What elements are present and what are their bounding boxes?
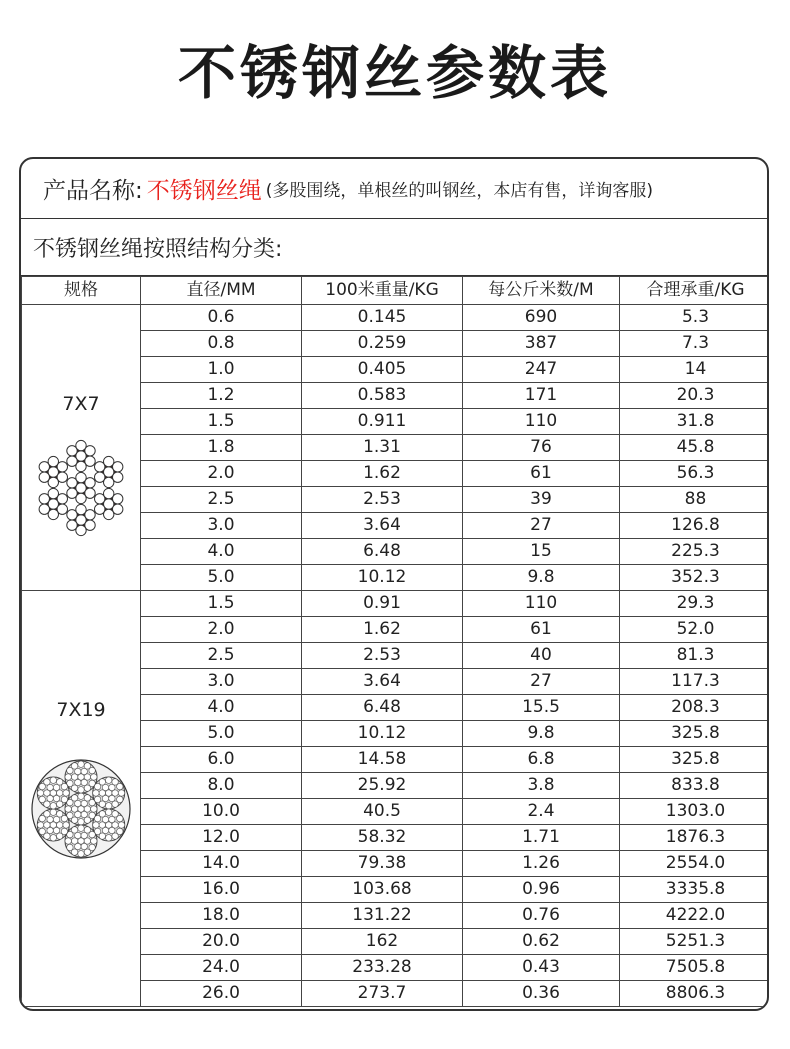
cell-meters-per-kg: 110 xyxy=(463,591,620,617)
cell-load: 833.8 xyxy=(620,773,770,799)
cell-diameter: 2.5 xyxy=(141,487,302,513)
cell-meters-per-kg: 6.8 xyxy=(463,747,620,773)
cell-load: 52.0 xyxy=(620,617,770,643)
cell-weight: 14.58 xyxy=(302,747,463,773)
cell-load: 45.8 xyxy=(620,435,770,461)
cell-weight: 103.68 xyxy=(302,877,463,903)
product-note: (多股围绕，单根丝的叫钢丝，本店有售，详询客服) xyxy=(265,181,654,201)
cell-load: 225.3 xyxy=(620,539,770,565)
cell-diameter: 1.5 xyxy=(141,591,302,617)
cell-diameter: 8.0 xyxy=(141,773,302,799)
cell-load: 325.8 xyxy=(620,721,770,747)
cell-meters-per-kg: 76 xyxy=(463,435,620,461)
cell-load: 20.3 xyxy=(620,383,770,409)
cell-diameter: 4.0 xyxy=(141,695,302,721)
cell-meters-per-kg: 27 xyxy=(463,513,620,539)
cell-diameter: 0.8 xyxy=(141,331,302,357)
cell-meters-per-kg: 690 xyxy=(463,305,620,331)
cell-diameter: 0.6 xyxy=(141,305,302,331)
cell-weight: 273.7 xyxy=(302,981,463,1007)
cell-weight: 162 xyxy=(302,929,463,955)
cell-weight: 2.53 xyxy=(302,487,463,513)
cell-meters-per-kg: 171 xyxy=(463,383,620,409)
cell-weight: 3.64 xyxy=(302,669,463,695)
cell-load: 352.3 xyxy=(620,565,770,591)
cell-load: 7505.8 xyxy=(620,955,770,981)
cell-diameter: 4.0 xyxy=(141,539,302,565)
cell-meters-per-kg: 15 xyxy=(463,539,620,565)
cell-meters-per-kg: 9.8 xyxy=(463,721,620,747)
cell-weight: 25.92 xyxy=(302,773,463,799)
cell-diameter: 24.0 xyxy=(141,955,302,981)
cell-diameter: 5.0 xyxy=(141,721,302,747)
cell-meters-per-kg: 110 xyxy=(463,409,620,435)
rope-7x19-cross-section-icon xyxy=(31,759,131,863)
cell-diameter: 3.0 xyxy=(141,669,302,695)
cell-weight: 2.53 xyxy=(302,643,463,669)
classification-heading: 不锈钢丝绳按照结构分类: xyxy=(21,219,767,276)
cell-diameter: 1.0 xyxy=(141,357,302,383)
cell-meters-per-kg: 0.96 xyxy=(463,877,620,903)
cell-diameter: 14.0 xyxy=(141,851,302,877)
cell-diameter: 1.2 xyxy=(141,383,302,409)
cell-weight: 0.259 xyxy=(302,331,463,357)
cell-meters-per-kg: 0.43 xyxy=(463,955,620,981)
cell-diameter: 6.0 xyxy=(141,747,302,773)
cell-meters-per-kg: 15.5 xyxy=(463,695,620,721)
header-load: 合理承重/KG xyxy=(620,277,770,305)
rope-7x7-cross-section-icon xyxy=(28,435,134,545)
cell-load: 126.8 xyxy=(620,513,770,539)
header-meters-per-kg: 每公斤米数/M xyxy=(463,277,620,305)
cell-weight: 58.32 xyxy=(302,825,463,851)
cell-load: 3335.8 xyxy=(620,877,770,903)
cell-load: 31.8 xyxy=(620,409,770,435)
table-row xyxy=(22,305,770,331)
cell-weight: 3.64 xyxy=(302,513,463,539)
cell-diameter: 2.0 xyxy=(141,461,302,487)
cell-meters-per-kg: 39 xyxy=(463,487,620,513)
product-name-row xyxy=(21,159,767,219)
cell-diameter: 12.0 xyxy=(141,825,302,851)
cell-meters-per-kg: 40 xyxy=(463,643,620,669)
cell-meters-per-kg: 2.4 xyxy=(463,799,620,825)
cell-meters-per-kg: 27 xyxy=(463,669,620,695)
cell-load: 5251.3 xyxy=(620,929,770,955)
spec-card xyxy=(19,157,769,1011)
header-weight: 100米重量/KG xyxy=(302,277,463,305)
cell-weight: 40.5 xyxy=(302,799,463,825)
cell-meters-per-kg: 61 xyxy=(463,461,620,487)
cell-diameter: 3.0 xyxy=(141,513,302,539)
cell-load: 325.8 xyxy=(620,747,770,773)
cell-load: 56.3 xyxy=(620,461,770,487)
cell-weight: 6.48 xyxy=(302,539,463,565)
cell-weight: 79.38 xyxy=(302,851,463,877)
cell-load: 5.3 xyxy=(620,305,770,331)
cell-load: 1876.3 xyxy=(620,825,770,851)
spec-group-0 xyxy=(22,305,141,591)
header-spec: 规格 xyxy=(22,277,141,305)
cell-weight: 0.405 xyxy=(302,357,463,383)
cell-load: 29.3 xyxy=(620,591,770,617)
cell-weight: 0.583 xyxy=(302,383,463,409)
cell-diameter: 1.8 xyxy=(141,435,302,461)
cell-meters-per-kg: 0.62 xyxy=(463,929,620,955)
cell-diameter: 20.0 xyxy=(141,929,302,955)
cell-weight: 131.22 xyxy=(302,903,463,929)
cell-meters-per-kg: 247 xyxy=(463,357,620,383)
cell-load: 14 xyxy=(620,357,770,383)
cell-load: 81.3 xyxy=(620,643,770,669)
cell-diameter: 2.0 xyxy=(141,617,302,643)
cell-load: 208.3 xyxy=(620,695,770,721)
product-name: 不锈钢丝绳 xyxy=(146,178,262,204)
cell-weight: 1.31 xyxy=(302,435,463,461)
cell-diameter: 18.0 xyxy=(141,903,302,929)
cell-weight: 1.62 xyxy=(302,617,463,643)
cell-load: 8806.3 xyxy=(620,981,770,1007)
cell-meters-per-kg: 9.8 xyxy=(463,565,620,591)
cell-load: 7.3 xyxy=(620,331,770,357)
spec-table xyxy=(21,276,769,1007)
cell-meters-per-kg: 387 xyxy=(463,331,620,357)
cell-weight: 233.28 xyxy=(302,955,463,981)
cell-load: 117.3 xyxy=(620,669,770,695)
cell-meters-per-kg: 3.8 xyxy=(463,773,620,799)
cell-meters-per-kg: 0.36 xyxy=(463,981,620,1007)
cell-diameter: 1.5 xyxy=(141,409,302,435)
cell-load: 2554.0 xyxy=(620,851,770,877)
cell-meters-per-kg: 0.76 xyxy=(463,903,620,929)
cell-weight: 0.91 xyxy=(302,591,463,617)
spec-label: 7X7 xyxy=(62,393,100,415)
table-row xyxy=(22,591,770,617)
header-diameter: 直径/MM xyxy=(141,277,302,305)
cell-weight: 0.145 xyxy=(302,305,463,331)
table-header-row xyxy=(22,277,770,305)
cell-diameter: 26.0 xyxy=(141,981,302,1007)
spec-group-1 xyxy=(22,591,141,1007)
cell-weight: 0.911 xyxy=(302,409,463,435)
product-label: 产品名称: xyxy=(43,178,143,204)
cell-load: 4222.0 xyxy=(620,903,770,929)
cell-diameter: 5.0 xyxy=(141,565,302,591)
cell-diameter: 2.5 xyxy=(141,643,302,669)
cell-load: 1303.0 xyxy=(620,799,770,825)
spec-label: 7X19 xyxy=(56,699,106,721)
cell-load: 88 xyxy=(620,487,770,513)
page-title: 不锈钢丝参数表 xyxy=(177,39,612,107)
cell-diameter: 16.0 xyxy=(141,877,302,903)
cell-weight: 10.12 xyxy=(302,565,463,591)
cell-weight: 1.62 xyxy=(302,461,463,487)
cell-weight: 10.12 xyxy=(302,721,463,747)
cell-meters-per-kg: 1.71 xyxy=(463,825,620,851)
cell-meters-per-kg: 1.26 xyxy=(463,851,620,877)
cell-meters-per-kg: 61 xyxy=(463,617,620,643)
cell-weight: 6.48 xyxy=(302,695,463,721)
cell-diameter: 10.0 xyxy=(141,799,302,825)
